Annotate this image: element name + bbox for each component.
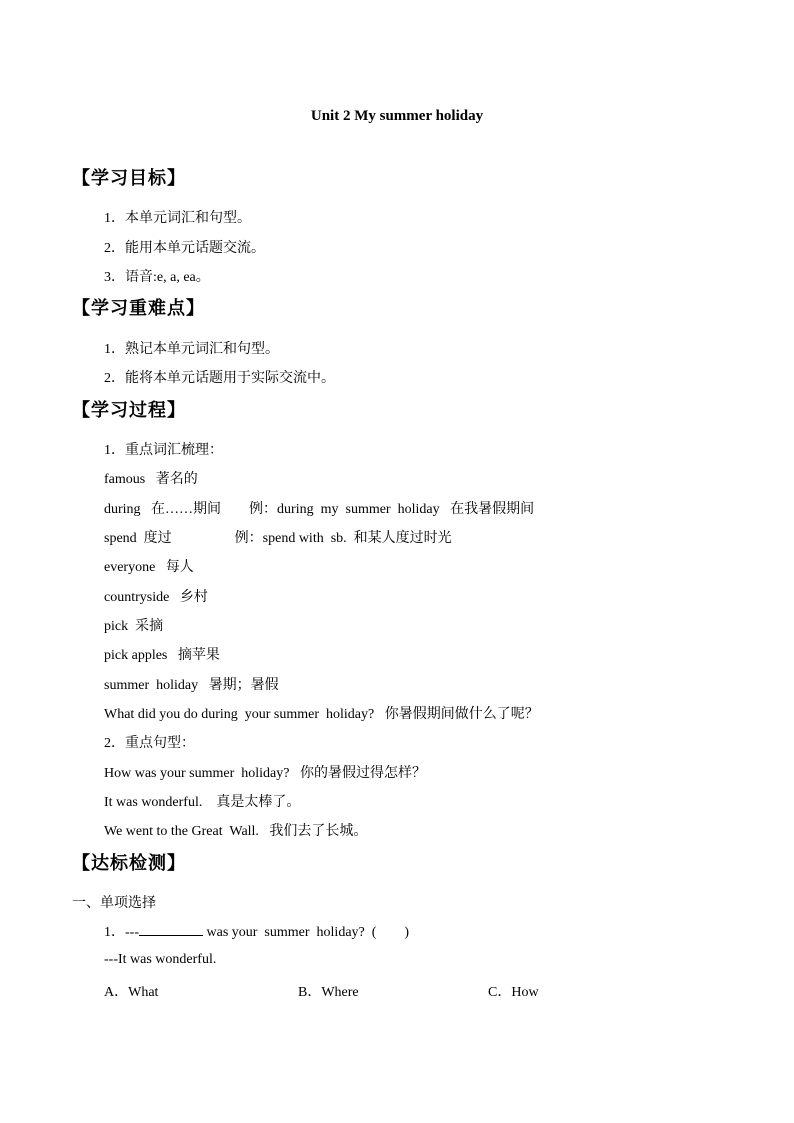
section-heading-key-points: 【学习重难点】: [72, 298, 205, 319]
page-title: Unit 2 My summer holiday: [310, 108, 484, 124]
vocab-title: 1．重点词汇梳理：: [104, 443, 223, 458]
section-heading-test: 【达标检测】: [72, 853, 186, 874]
question-prefix: 1．---: [104, 925, 139, 940]
key-point-item: 2．能将本单元话题用于实际交流中。: [104, 371, 335, 386]
answer-blank: [139, 923, 203, 936]
vocab-item: spend 度过 例：spend with sb. 和某人度过时光: [104, 531, 452, 546]
option-c: C．How: [488, 985, 539, 1000]
vocab-item: pick apples 摘苹果: [104, 648, 220, 663]
question-1-response: ---It was wonderful.: [104, 952, 217, 967]
question-suffix: was your summer holiday? ( ): [203, 925, 410, 940]
sentence-item: We went to the Great Wall. 我们去了长城。: [104, 824, 368, 839]
goal-item: 2．能用本单元话题交流。: [104, 241, 265, 256]
vocab-item: pick 采摘: [104, 619, 164, 634]
vocab-item: during 在……期间 例：during my summer holiday 在我暑假期间: [104, 502, 535, 517]
key-point-item: 1．熟记本单元词汇和句型。: [104, 342, 279, 357]
sentence-item: It was wonderful. 真是太棒了。: [104, 795, 301, 810]
question-1: [104, 921, 409, 941]
vocab-item: summer holiday 暑期；暑假: [104, 678, 279, 693]
goal-item: 1．本单元词汇和句型。: [104, 211, 251, 226]
vocab-item: What did you do during your summer holiday? 你暑假期间做什么了呢？: [104, 707, 539, 722]
vocab-item: everyone 每人: [104, 560, 194, 575]
option-a: A．What: [104, 985, 159, 1000]
vocab-item: countryside 乡村: [104, 590, 208, 605]
goal-item: 3．语音:e, a, ea。: [104, 270, 210, 285]
test-part-title: 一、单项选择: [72, 896, 156, 911]
section-heading-process: 【学习过程】: [72, 400, 186, 421]
sentence-title: 2．重点句型：: [104, 736, 195, 751]
vocab-item: famous 著名的: [104, 472, 198, 487]
sentence-item: How was your summer holiday? 你的暑假过得怎样？: [104, 766, 426, 781]
option-b: B．Where: [298, 985, 359, 1000]
section-heading-goals: 【学习目标】: [72, 168, 186, 189]
